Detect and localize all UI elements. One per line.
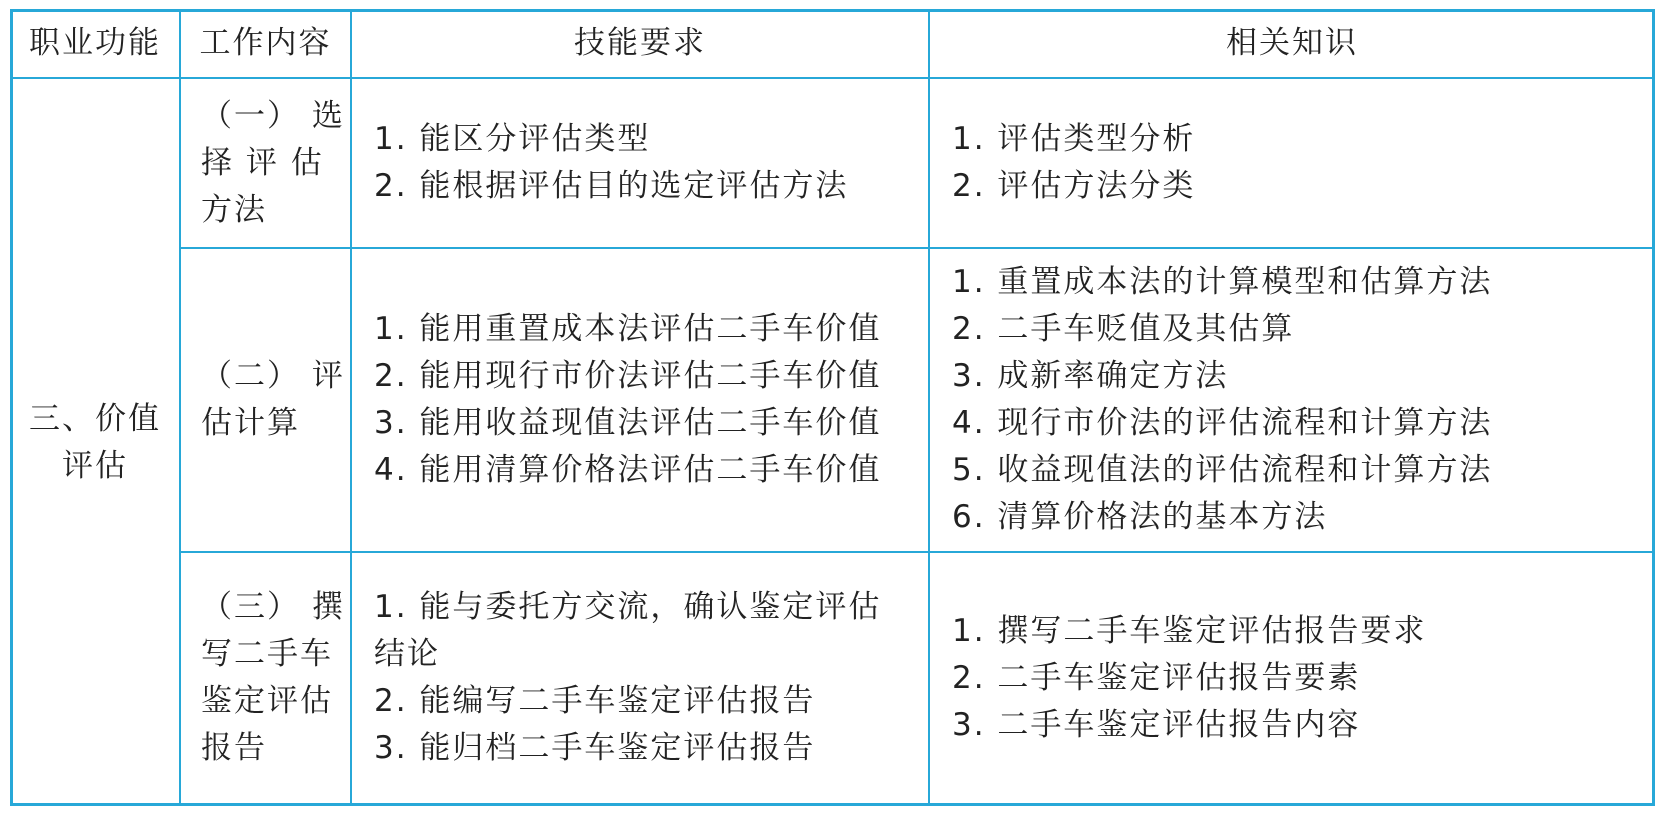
skills-cell-row2 bbox=[352, 249, 928, 551]
skills-table bbox=[10, 9, 1655, 806]
skills-cell-row1 bbox=[352, 79, 928, 247]
knowledge-item: 4. 现行市价法的评估流程和计算方法 bbox=[952, 405, 1493, 441]
knowledge-item: 6. 清算价格法的基本方法 bbox=[952, 499, 1328, 535]
skill-item: 2. 能用现行市价法评估二手车价值 bbox=[374, 358, 882, 394]
knowledge-item: 1. 撰写二手车鉴定评估报告要求 bbox=[952, 612, 1427, 649]
knowledge-cell-row2 bbox=[930, 249, 1652, 551]
knowledge-cell-row1 bbox=[930, 79, 1652, 247]
header-function: 职业功能 bbox=[29, 24, 161, 61]
knowledge-item: 2. 二手车贬值及其估算 bbox=[952, 311, 1295, 347]
work-line: 报告 bbox=[201, 730, 267, 766]
work-line: 择 评 估 bbox=[201, 144, 324, 181]
function-label-line: 三、价值 bbox=[29, 400, 161, 437]
knowledge-item: 5. 收益现值法的评估流程和计算方法 bbox=[952, 452, 1493, 488]
work-line: 鉴定评估 bbox=[201, 683, 333, 719]
work-line: 估计算 bbox=[201, 405, 300, 441]
knowledge-cell-row3 bbox=[930, 553, 1652, 803]
work-cell-select-method bbox=[181, 79, 350, 247]
skill-item: 3. 能用收益现值法评估二手车价值 bbox=[374, 405, 882, 441]
skill-item: 2. 能根据评估目的选定评估方法 bbox=[374, 168, 849, 204]
skill-item: 1. 能与委托方交流，确认鉴定评估 bbox=[374, 589, 882, 625]
knowledge-item: 1. 评估类型分析 bbox=[952, 121, 1196, 157]
knowledge-item: 2. 二手车鉴定评估报告要素 bbox=[952, 659, 1361, 696]
function-label-line: 评估 bbox=[62, 447, 128, 484]
work-line: 方法 bbox=[201, 191, 267, 228]
skills-cell-row3 bbox=[352, 553, 928, 803]
skill-item: 3. 能归档二手车鉴定评估报告 bbox=[374, 730, 816, 766]
skill-item: 1. 能用重置成本法评估二手车价值 bbox=[374, 311, 882, 347]
work-line: （一） 选 bbox=[201, 97, 345, 134]
header-related-knowledge: 相关知识 bbox=[1226, 24, 1358, 61]
header-skill-requirements: 技能要求 bbox=[574, 24, 706, 61]
skill-item: 结论 bbox=[374, 636, 440, 672]
knowledge-item: 2. 评估方法分类 bbox=[952, 168, 1196, 204]
work-line: 写二手车 bbox=[201, 636, 333, 672]
knowledge-item: 1. 重置成本法的计算模型和估算方法 bbox=[952, 264, 1493, 300]
skill-item: 1. 能区分评估类型 bbox=[374, 121, 651, 157]
work-line: （二） 评 bbox=[201, 358, 345, 394]
work-cell-calculation bbox=[181, 249, 350, 551]
function-cell bbox=[10, 79, 180, 806]
knowledge-item: 3. 成新率确定方法 bbox=[952, 358, 1229, 394]
knowledge-item: 3. 二手车鉴定评估报告内容 bbox=[952, 706, 1361, 743]
work-cell-write-report bbox=[181, 553, 350, 803]
header-work-content: 工作内容 bbox=[199, 24, 332, 61]
work-line: （三） 撰 bbox=[201, 589, 345, 625]
skill-item: 2. 能编写二手车鉴定评估报告 bbox=[374, 683, 816, 719]
skill-item: 4. 能用清算价格法评估二手车价值 bbox=[374, 452, 882, 488]
